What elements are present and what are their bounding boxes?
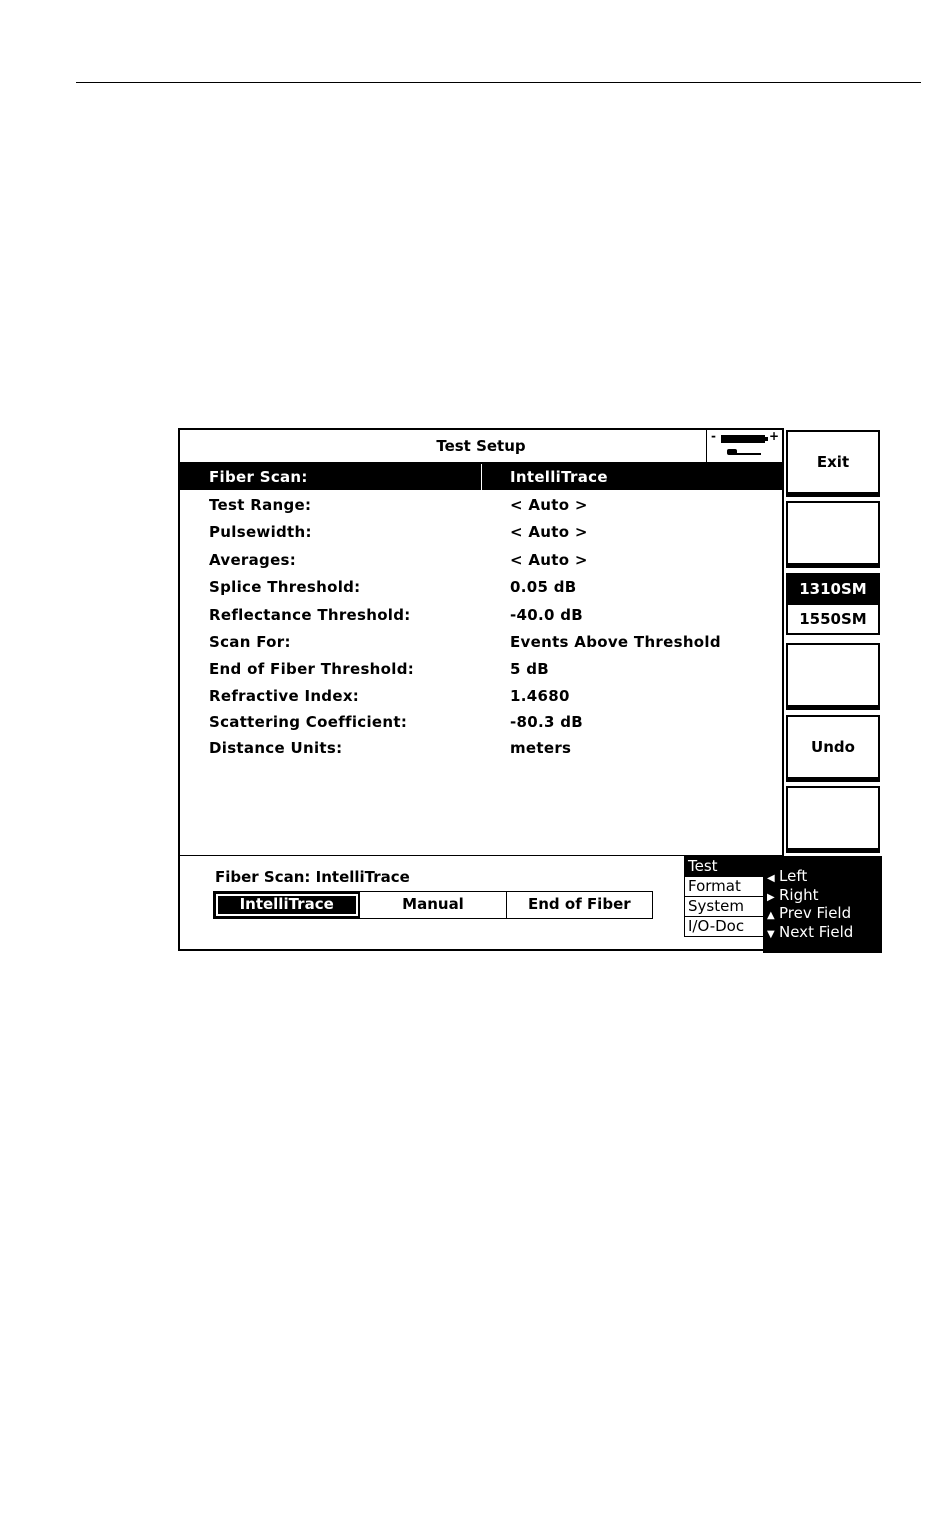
setting-value: IntelliTrace [510, 468, 608, 486]
option-end-of-fiber[interactable]: End of Fiber [528, 895, 631, 913]
setting-label: End of Fiber Threshold: [209, 660, 415, 678]
setting-label: Pulsewidth: [209, 523, 312, 541]
right-arrow-icon: ▶ [767, 892, 775, 903]
wavelength-selector [786, 573, 880, 635]
setting-row[interactable] [180, 464, 782, 490]
setting-value: 0.05 dB [510, 578, 577, 596]
softkey-blank-2[interactable] [786, 501, 880, 565]
down-arrow-icon: ▼ [767, 929, 775, 940]
key-right: ▶ Right [767, 886, 819, 904]
setting-row[interactable] [180, 735, 782, 761]
setting-label: Splice Threshold: [209, 578, 361, 596]
menu-tab-system[interactable]: System [684, 896, 764, 916]
setting-row[interactable] [180, 519, 782, 545]
page-title: Test Setup [436, 437, 526, 455]
power-status [706, 430, 785, 462]
setting-row[interactable] [180, 629, 782, 655]
exit-button[interactable]: Exit [786, 430, 880, 494]
battery-icon [721, 435, 765, 443]
softkey-column [786, 428, 882, 856]
setting-label: Distance Units: [209, 739, 343, 757]
setting-value: < Auto > [510, 496, 588, 514]
ac-plug-icon [727, 448, 761, 456]
option-intellitrace[interactable]: IntelliTrace [214, 892, 360, 918]
setting-label: Scan For: [209, 633, 291, 651]
setting-label: Scattering Coefficient: [209, 713, 408, 731]
menu-tabs [684, 856, 764, 940]
setting-row[interactable] [180, 683, 782, 709]
menu-tab-format[interactable]: Format [684, 876, 764, 896]
key-left: ◀ Left [767, 867, 808, 885]
setting-value: -40.0 dB [510, 606, 584, 624]
setting-row[interactable] [180, 709, 782, 735]
setting-value: < Auto > [510, 551, 588, 569]
setting-label: Refractive Index: [209, 687, 360, 705]
setting-value: Events Above Threshold [510, 633, 721, 651]
navigation-key-legend [763, 856, 882, 953]
setting-row[interactable] [180, 547, 782, 573]
setting-row[interactable] [180, 656, 782, 682]
setting-row[interactable] [180, 574, 782, 600]
menu-tab-test[interactable]: Test [684, 856, 764, 876]
setting-label: Averages: [209, 551, 297, 569]
row-divider [481, 464, 482, 490]
setting-value: -80.3 dB [510, 713, 584, 731]
battery-terminal-icon [765, 437, 768, 441]
setting-row[interactable] [180, 492, 782, 518]
setting-value: 5 dB [510, 660, 550, 678]
setting-value: 1.4680 [510, 687, 570, 705]
wavelength-1310-button[interactable]: 1310SM [788, 575, 878, 604]
setting-label: Reflectance Threshold: [209, 606, 411, 624]
setting-value: meters [510, 739, 572, 757]
otdr-screen [178, 428, 882, 953]
menu-tab-io-doc[interactable]: I/O-Doc [684, 916, 764, 937]
left-arrow-icon: ◀ [767, 873, 775, 884]
wavelength-1550-button[interactable]: 1550SM [788, 604, 878, 634]
softkey-blank-4[interactable] [786, 643, 880, 707]
fiber-scan-options [213, 891, 653, 919]
undo-button[interactable]: Undo [786, 715, 880, 779]
option-manual[interactable]: Manual [360, 892, 506, 918]
setting-label: Fiber Scan: [209, 468, 308, 486]
field-caption: Fiber Scan: IntelliTrace [215, 868, 410, 886]
up-arrow-icon: ▲ [767, 910, 775, 921]
battery-minus-label: - [711, 429, 716, 443]
setting-label: Test Range: [209, 496, 312, 514]
key-prev-field: ▲ Prev Field [767, 904, 852, 922]
softkey-blank-6[interactable] [786, 786, 880, 850]
battery-plus-label: + [769, 429, 780, 443]
setting-value: < Auto > [510, 523, 588, 541]
page-top-rule [76, 82, 921, 83]
key-next-field: ▼ Next Field [767, 923, 854, 941]
title-bar [180, 430, 782, 465]
setting-row[interactable] [180, 602, 782, 628]
